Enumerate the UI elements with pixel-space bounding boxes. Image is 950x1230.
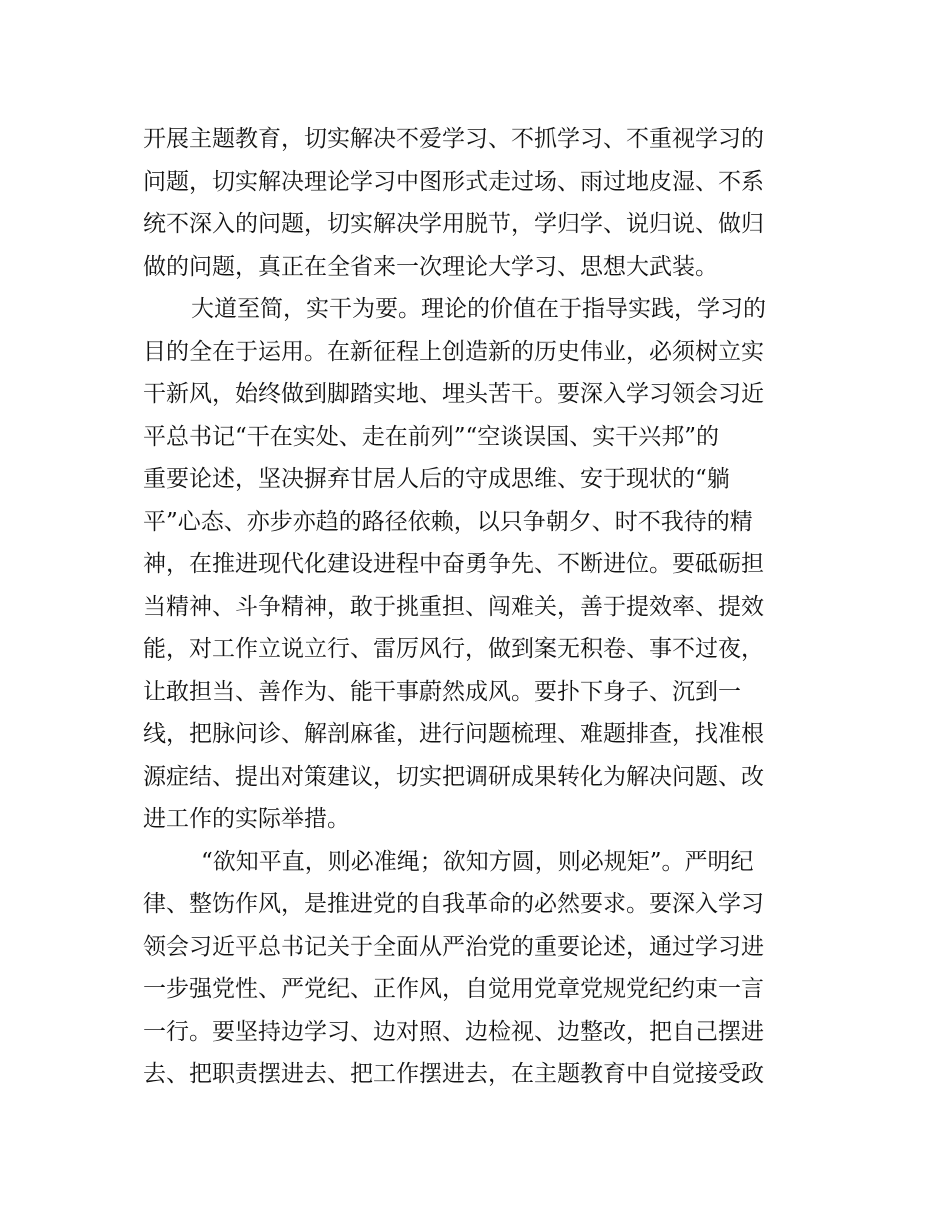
- paragraph-1: [143, 118, 823, 288]
- paragraph-2: [143, 288, 823, 841]
- text-line: 重要论述，坚决摒弃甘居人后的守成思维、安于现状的“躺: [143, 466, 730, 492]
- paragraph-3: [143, 841, 823, 1096]
- text-line: 线，把脉问诊、解剖麻雀，进行问题梳理、难题排查，找准根: [143, 721, 764, 747]
- text-line: 进工作的实际举措。: [143, 806, 350, 832]
- text-line: 平总书记“干在实处、走在前列”“空谈误国、实干兴邦”的: [143, 423, 720, 450]
- text-line: 一步强党性、严党纪、正作风，自觉用党章党规党纪约束一言: [143, 976, 764, 1002]
- text-line: 领会习近平总书记关于全面从严治党的重要论述，通过学习进: [143, 933, 764, 960]
- text-line: 做的问题，真正在全省来一次理论大学习、思想大武装。: [143, 253, 718, 280]
- text-line: 问题，切实解决理论学习中图形式走过场、雨过地皮湿、不系: [143, 168, 764, 195]
- text-line: 当精神、斗争精神，敢于挑重担、闯难关，善于提效率、提效: [143, 593, 764, 620]
- text-line: 统不深入的问题，切实解决学用脱节，学归学、说归说、做归: [143, 211, 764, 237]
- text-line: 律、整饬作风，是推进党的自我革命的必然要求。要深入学习: [143, 891, 764, 917]
- document-body: [143, 118, 823, 1096]
- text-line: 源症结、提出对策建议，切实把调研成果转化为解决问题、改: [143, 763, 764, 790]
- text-line: 神，在推进现代化建设进程中奋勇争先、不断进位。要砥砺担: [143, 551, 764, 577]
- text-line: 去、把职责摆进去、把工作摆进去，在主题教育中自觉接受政: [143, 1061, 764, 1087]
- text-line: 干新风，始终做到脚踏实地、埋头苦干。要深入学习领会习近: [143, 381, 764, 407]
- text-line: 目的全在于运用。在新征程上创造新的历史伟业，必须树立实: [143, 338, 764, 365]
- text-line: 一行。要坚持边学习、边对照、边检视、边整改，把自己摆进: [143, 1018, 764, 1045]
- text-line: “欲知平直，则必准绳；欲知方圆，则必规矩”。严明纪: [201, 848, 754, 875]
- text-line: 开展主题教育，切实解决不爱学习、不抓学习、不重视学习的: [143, 126, 764, 152]
- text-line: 大道至简，实干为要。理论的价值在于指导实践，学习的: [191, 296, 766, 322]
- text-line: 能，对工作立说立行、雷厉风行，做到案无积卷、事不过夜，: [143, 636, 764, 662]
- text-line: 平”心态、亦步亦趋的路径依赖，以只争朝夕、时不我待的精: [143, 508, 753, 535]
- text-line: 让敢担当、善作为、能干事蔚然成风。要扑下身子、沉到一: [143, 678, 741, 705]
